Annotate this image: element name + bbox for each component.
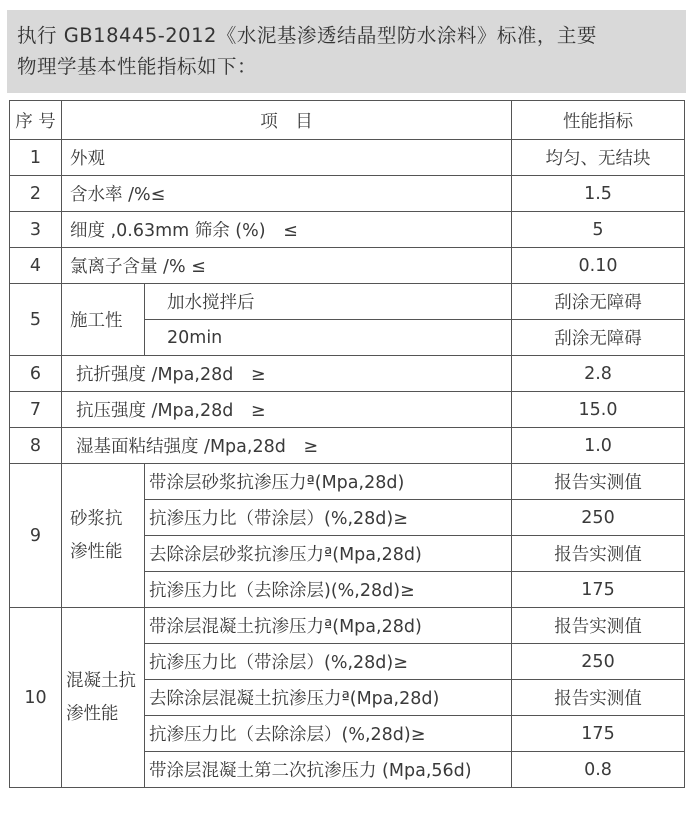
- table-row: [10, 248, 685, 284]
- row-subitem: 加水搅拌后: [145, 284, 512, 320]
- row-item: 湿基面粘结强度 /Mpa,28d ≥: [62, 428, 512, 464]
- row-item: 抗压强度 /Mpa,28d ≥: [62, 392, 512, 428]
- row-subitem: 带涂层砂浆抗渗压力ª(Mpa,28d): [145, 464, 512, 500]
- header-spec: 性能指标: [512, 101, 685, 140]
- intro-line-2: 物理学基本性能指标如下：: [17, 55, 258, 78]
- row-spec: 175: [512, 716, 685, 752]
- group-line-1: 砂浆抗: [70, 508, 123, 529]
- row-no: 10: [10, 608, 62, 788]
- table-row: [10, 212, 685, 248]
- row-subitem: 去除涂层混凝土抗渗压力ª(Mpa,28d): [145, 680, 512, 716]
- group-line-2: 渗性能: [66, 703, 119, 724]
- row-subitem: 去除涂层砂浆抗渗压力ª(Mpa,28d): [145, 536, 512, 572]
- table-header-row: [10, 101, 685, 140]
- row-subitem: 抗渗压力比（带涂层）(%,28d)≥: [145, 500, 512, 536]
- row-subitem: 抗渗压力比（去除涂层)(%,28d)≥: [145, 572, 512, 608]
- group-line-2: 渗性能: [70, 541, 123, 562]
- header-no: 序 号: [10, 101, 62, 140]
- row-no: 7: [10, 392, 62, 428]
- table-row: [10, 464, 685, 500]
- row-spec: 15.0: [512, 392, 685, 428]
- row-spec: 1.5: [512, 176, 685, 212]
- row-no: 5: [10, 284, 62, 356]
- intro-text-box: [7, 10, 686, 93]
- performance-spec-table: [9, 100, 685, 788]
- row-spec: 报告实测值: [512, 608, 685, 644]
- row-item: 含水率 /%≤: [62, 176, 512, 212]
- row-subitem: 抗渗压力比（带涂层）(%,28d)≥: [145, 644, 512, 680]
- row-item: 氯离子含量 /% ≤: [62, 248, 512, 284]
- row-item: 细度 ,0.63mm 筛余 (%) ≤: [62, 212, 512, 248]
- table-row: [10, 284, 685, 320]
- row-group: [62, 464, 145, 608]
- row-spec: 2.8: [512, 356, 685, 392]
- row-spec: 250: [512, 500, 685, 536]
- table-row: [10, 140, 685, 176]
- row-spec: 报告实测值: [512, 464, 685, 500]
- row-spec: 250: [512, 644, 685, 680]
- row-spec: 均匀、无结块: [512, 140, 685, 176]
- table-row: [10, 392, 685, 428]
- row-no: 4: [10, 248, 62, 284]
- group-line-1: 混凝土抗: [66, 670, 136, 691]
- table-row: [10, 176, 685, 212]
- row-spec: 1.0: [512, 428, 685, 464]
- table-row: [10, 356, 685, 392]
- intro-line-1: 执行 GB18445-2012《水泥基渗透结晶型防水涂料》标准，主要: [17, 24, 597, 47]
- row-spec: 5: [512, 212, 685, 248]
- table-row: [10, 428, 685, 464]
- row-subitem: 带涂层混凝土抗渗压力ª(Mpa,28d): [145, 608, 512, 644]
- header-item: 项 目: [62, 101, 512, 140]
- row-item: 抗折强度 /Mpa,28d ≥: [62, 356, 512, 392]
- row-group: 施工性: [62, 284, 145, 356]
- table-row: [10, 608, 685, 644]
- row-no: 1: [10, 140, 62, 176]
- row-subitem: 带涂层混凝土第二次抗渗压力 (Mpa,56d): [145, 752, 512, 788]
- row-no: 6: [10, 356, 62, 392]
- row-spec: 刮涂无障碍: [512, 320, 685, 356]
- row-spec: 175: [512, 572, 685, 608]
- row-spec: 0.10: [512, 248, 685, 284]
- row-subitem: 抗渗压力比（去除涂层）(%,28d)≥: [145, 716, 512, 752]
- row-spec: 报告实测值: [512, 680, 685, 716]
- row-spec: 报告实测值: [512, 536, 685, 572]
- row-no: 3: [10, 212, 62, 248]
- row-spec: 刮涂无障碍: [512, 284, 685, 320]
- row-no: 9: [10, 464, 62, 608]
- row-subitem: 20min: [145, 320, 512, 356]
- row-item: 外观: [62, 140, 512, 176]
- row-no: 8: [10, 428, 62, 464]
- row-no: 2: [10, 176, 62, 212]
- row-spec: 0.8: [512, 752, 685, 788]
- row-group: [62, 608, 145, 788]
